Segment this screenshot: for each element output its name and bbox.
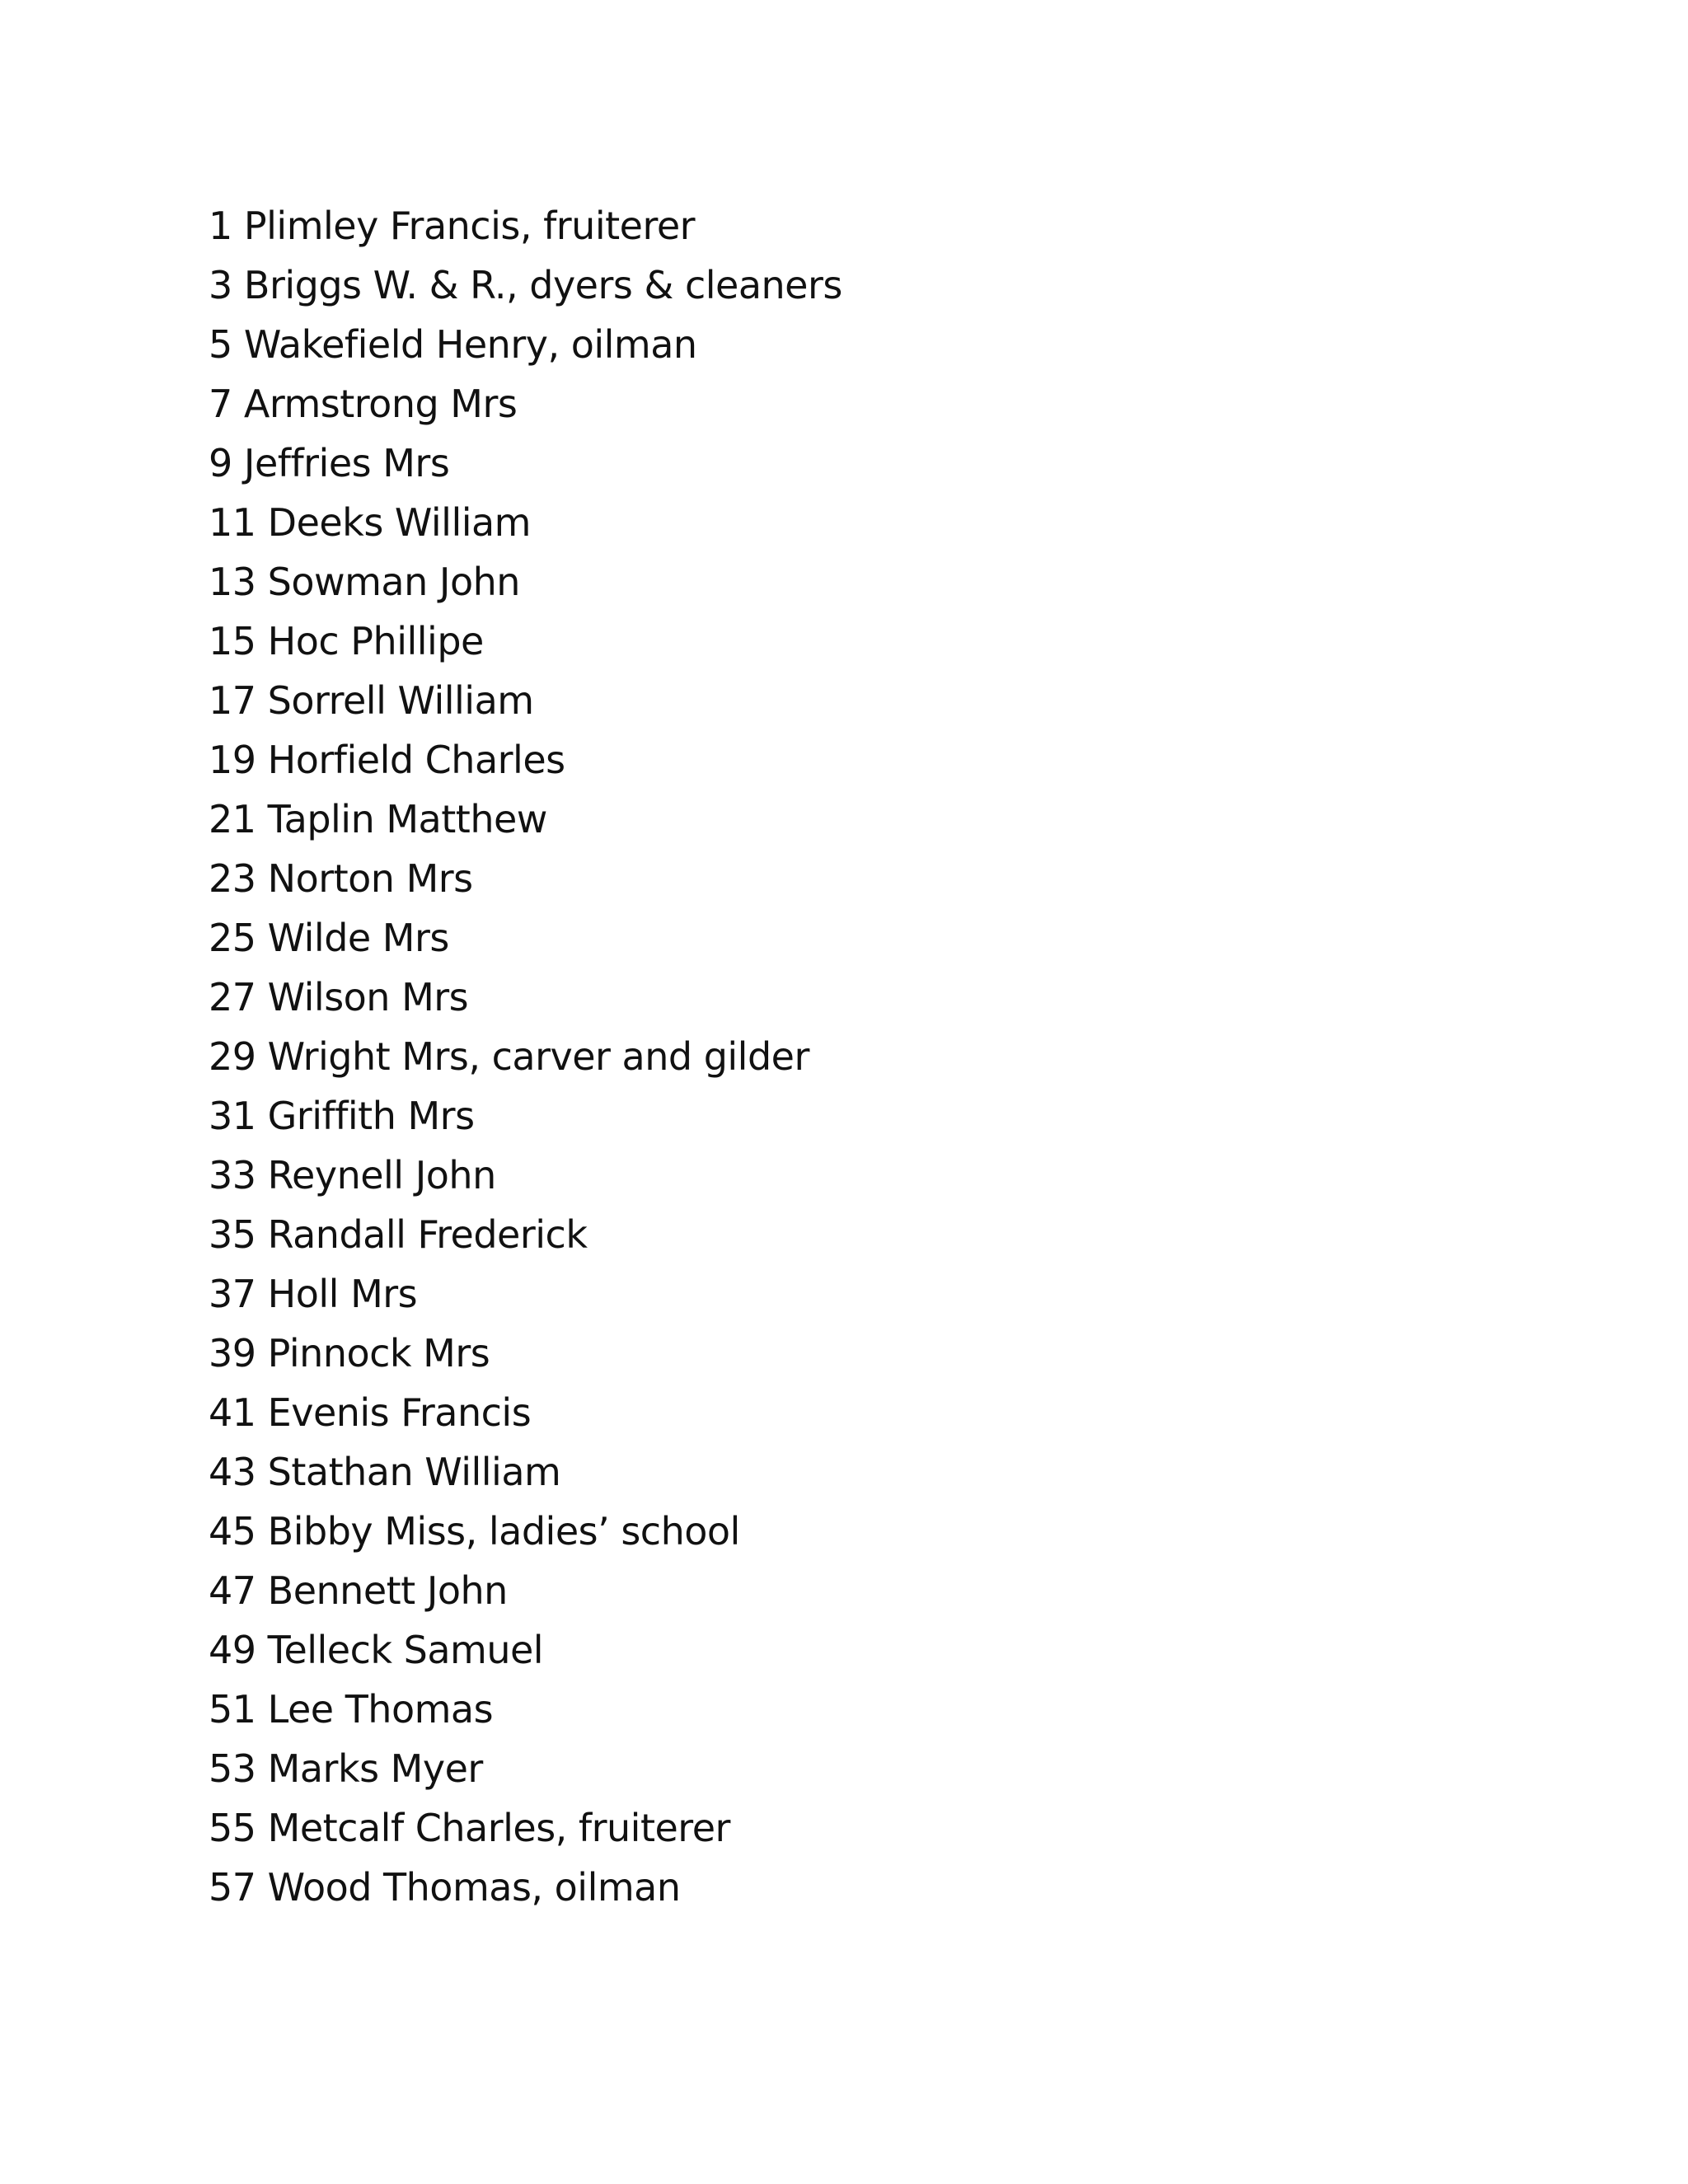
- directory-entry: 21 Taplin Matthew: [209, 797, 547, 841]
- directory-list: [209, 196, 842, 1917]
- directory-entry: 49 Telleck Samuel: [209, 1628, 544, 1672]
- directory-entry: 57 Wood Thomas, oilman: [209, 1865, 681, 1910]
- directory-entry: 51 Lee Thomas: [209, 1687, 494, 1732]
- directory-entry: 13 Sowman John: [209, 560, 520, 604]
- directory-entry: 33 Reynell John: [209, 1153, 496, 1197]
- directory-entry: 15 Hoc Phillipe: [209, 619, 484, 663]
- directory-entry: 31 Griffith Mrs: [209, 1094, 475, 1138]
- directory-entry: 29 Wright Mrs, carver and gilder: [209, 1034, 809, 1079]
- directory-entry: 9 Jeffries Mrs: [209, 441, 450, 485]
- directory-entry: 35 Randall Frederick: [209, 1212, 588, 1257]
- directory-entry: 1 Plimley Francis, fruiterer: [209, 204, 696, 248]
- directory-entry: 17 Sorrell William: [209, 678, 534, 723]
- directory-entry: 45 Bibby Miss, ladies’ school: [209, 1509, 740, 1554]
- directory-entry: 19 Horfield Charles: [209, 738, 565, 782]
- directory-entry: 27 Wilson Mrs: [209, 975, 469, 1019]
- directory-entry: 43 Stathan William: [209, 1450, 561, 1494]
- directory-entry: 55 Metcalf Charles, fruiterer: [209, 1806, 730, 1850]
- directory-entry: 41 Evenis Francis: [209, 1390, 532, 1435]
- directory-entry: 11 Deeks William: [209, 500, 531, 545]
- directory-entry: 37 Holl Mrs: [209, 1272, 418, 1316]
- directory-entry: 3 Briggs W. & R., dyers & cleaners: [209, 263, 842, 307]
- directory-entry: 5 Wakefield Henry, oilman: [209, 322, 697, 367]
- directory-entry: 25 Wilde Mrs: [209, 916, 449, 960]
- directory-entry: 47 Bennett John: [209, 1568, 508, 1613]
- directory-entry: 53 Marks Myer: [209, 1746, 483, 1791]
- directory-entry: 39 Pinnock Mrs: [209, 1331, 490, 1376]
- directory-entry: 23 Norton Mrs: [209, 856, 473, 901]
- directory-entry: 7 Armstrong Mrs: [209, 382, 518, 426]
